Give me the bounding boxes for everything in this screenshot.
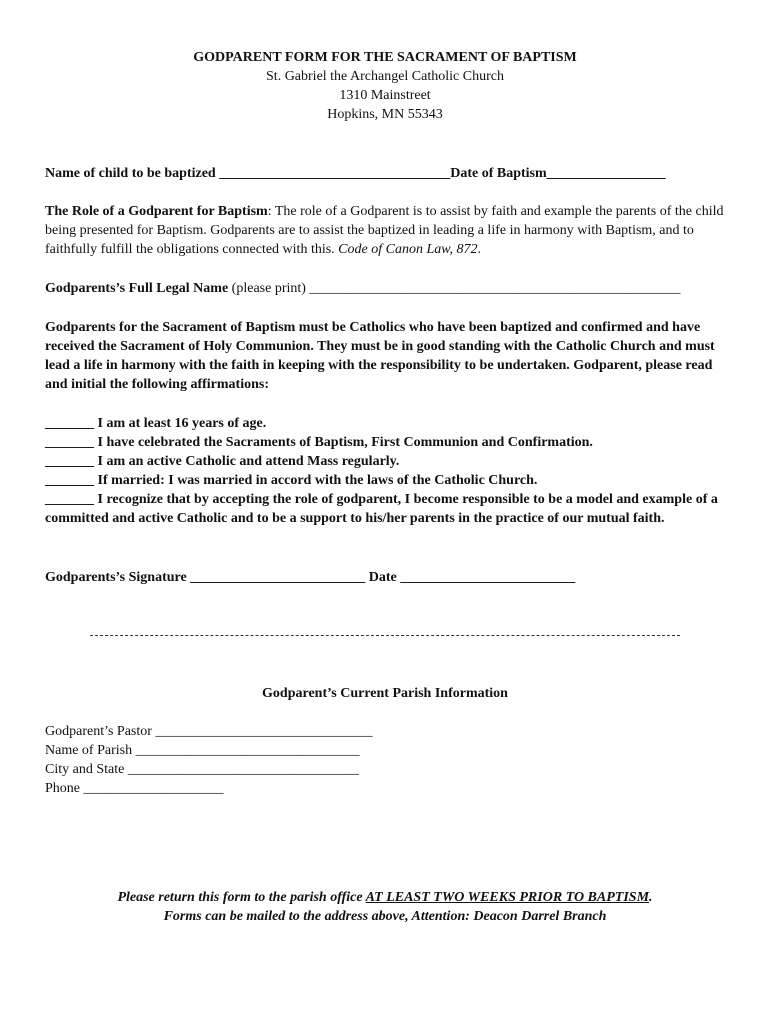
affirmation-item <box>45 452 725 471</box>
footer-line-1 <box>0 888 770 907</box>
parish-name-field[interactable]: ________________________________ <box>135 743 360 758</box>
child-name-field[interactable]: _________________________________ <box>219 166 451 181</box>
pastor-label: Godparent’s Pastor <box>45 724 152 739</box>
initial-field[interactable]: _______ <box>45 435 94 450</box>
full-name-hint: (please print) <box>228 281 310 296</box>
affirmation-list <box>45 414 725 528</box>
footer-deadline: AT LEAST TWO WEEKS PRIOR TO BAPTISM <box>365 890 650 905</box>
affirmation-item <box>45 433 725 452</box>
signature-label: Godparents’s Signature <box>45 570 187 585</box>
initial-field[interactable]: _______ <box>45 454 94 469</box>
phone-row <box>45 779 725 798</box>
church-street: 1310 Mainstreet <box>339 88 431 103</box>
parish-name-row <box>45 741 725 760</box>
affirmation-text: I am an active Catholic and attend Mass regularly. <box>97 454 400 469</box>
footer-instruction: Please return this form to the parish office <box>117 890 366 905</box>
form-title: GODPARENT FORM FOR THE SACRAMENT OF BAPTISM <box>193 50 577 65</box>
signature-date-field[interactable]: _________________________ <box>400 570 576 585</box>
requirements-paragraph: Godparents for the Sacrament of Baptism must be Catholics who have been baptized and confirmed and have received the Sacrament of Holy Communion. They must be in good standing with the Catholic Church and must lead a life in harmony with the faith in keeping with the responsibility to be undertaken. Godparent, please read and initial the following affirmations: <box>45 320 715 392</box>
phone-label: Phone <box>45 781 80 796</box>
affirmation-text: I have celebrated the Sacraments of Baptism, First Communion and Confirmation. <box>97 435 593 450</box>
initial-field[interactable]: _______ <box>45 416 94 431</box>
affirmation-text: I am at least 16 years of age. <box>97 416 267 431</box>
role-end: . <box>477 242 482 257</box>
child-name-label: Name of child to be baptized <box>45 166 216 181</box>
signature-date-label: Date <box>368 570 397 585</box>
initial-field[interactable]: _______ <box>45 492 94 507</box>
pastor-row <box>45 722 725 741</box>
signature-field[interactable]: _________________________ <box>190 570 366 585</box>
child-line <box>45 164 725 183</box>
parish-fields <box>45 722 725 798</box>
baptism-date-field[interactable]: _________________ <box>546 166 666 181</box>
role-text: : The role of a Godparent is to assist by faith and example the parents of the child being presented for Baptism. Godparents are to assist the baptized in leading a life in harmony with Baptism, and to faithfully fulfill the obligations connected with this. <box>45 204 724 257</box>
affirmation-text: I recognize that by accepting the role of godparent, I become responsible to be a model and example of a committed and active Catholic and to be a support to his/her parents in the practice of our mutual faith. <box>45 492 718 526</box>
full-name-line <box>45 279 725 298</box>
affirmation-item <box>45 471 725 490</box>
full-name-label: Godparents’s Full Legal Name <box>45 281 229 296</box>
baptism-date-label: Date of Baptism <box>450 166 547 181</box>
footer-line-2: Forms can be mailed to the address above, Attention: Deacon Darrel Branch <box>163 909 607 924</box>
full-name-field[interactable]: _____________________________________________________ <box>309 281 681 296</box>
parish-heading: Godparent’s Current Parish Information <box>262 686 508 701</box>
footer-end: . <box>649 890 653 905</box>
church-city: Hopkins, MN 55343 <box>327 107 443 122</box>
dashed-divider <box>90 635 680 636</box>
phone-field[interactable]: ____________________ <box>83 781 224 796</box>
city-state-row <box>45 760 725 779</box>
affirmation-item <box>45 414 725 433</box>
initial-field[interactable]: _______ <box>45 473 94 488</box>
signature-line <box>45 568 725 587</box>
role-paragraph <box>45 202 725 259</box>
city-state-field[interactable]: _________________________________ <box>127 762 359 777</box>
role-heading: The Role of a Godparent for Baptism <box>45 204 268 219</box>
church-name: St. Gabriel the Archangel Catholic Church <box>266 69 504 84</box>
affirmation-item <box>45 490 725 528</box>
parish-name-label: Name of Parish <box>45 743 133 758</box>
affirmation-text: If married: I was married in accord with the laws of the Catholic Church. <box>97 473 538 488</box>
role-citation: Code of Canon Law, 872 <box>338 242 478 257</box>
pastor-field[interactable]: _______________________________ <box>155 724 373 739</box>
city-state-label: City and State <box>45 762 125 777</box>
